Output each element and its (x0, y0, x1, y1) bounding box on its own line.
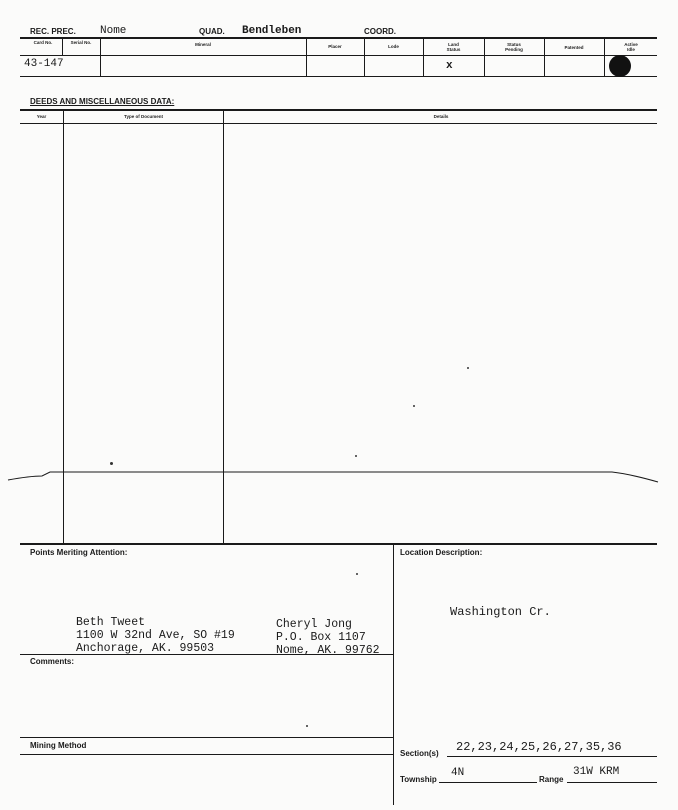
stray-mark (355, 455, 357, 457)
stray-mark (306, 725, 308, 727)
active-idle-header: Active Idle (624, 42, 638, 52)
land-status-header: Land Status (446, 42, 461, 52)
col-divider (484, 39, 485, 76)
fold-crease-line (0, 462, 678, 492)
col-divider (100, 39, 101, 76)
owner1-city: Anchorage, AK. 99503 (76, 642, 215, 655)
col-divider (423, 39, 424, 76)
range-underline (567, 782, 657, 783)
comments-label: Comments: (30, 657, 75, 666)
claim-bottom-rule (20, 76, 657, 77)
col-divider (544, 39, 545, 76)
deeds-header-rule (20, 123, 657, 124)
card-no-value: 43-147 (24, 58, 64, 70)
quad-label: QUAD. (199, 27, 225, 36)
range-value: 31W KRM (573, 766, 620, 778)
quad-value: Bendleben (242, 25, 302, 37)
location-description-label: Location Description: (400, 548, 483, 557)
col-divider (306, 39, 307, 76)
serial-no-header: Serial No. (70, 40, 92, 45)
deeds-title: DEEDS AND MISCELLANEOUS DATA: (30, 97, 175, 106)
owner1-name: Beth Tweet (76, 616, 146, 629)
location-description-value: Washington Cr. (450, 605, 551, 619)
bottom-col-divider (393, 543, 394, 805)
township-underline (439, 782, 537, 783)
patented-header: Patented (564, 45, 584, 50)
mining-top-rule (20, 737, 393, 738)
owner2-city: Nome, AK. 99762 (276, 644, 380, 657)
owner2-address (276, 618, 380, 657)
mineral-header: Mineral (195, 42, 211, 47)
col-divider (364, 39, 365, 76)
mining-bottom-rule (20, 754, 393, 755)
land-status-mark: x (446, 60, 453, 72)
year-header: Year (36, 114, 47, 119)
section-underline (447, 756, 657, 757)
mining-method-label: Mining Method (30, 741, 87, 750)
col-divider (62, 39, 63, 55)
rec-prec-label: REC. PREC. (30, 27, 76, 36)
stray-mark (413, 405, 415, 407)
comments-rule (20, 654, 393, 655)
header-rule (20, 37, 657, 39)
stray-mark (356, 573, 358, 575)
details-header: Details (433, 114, 449, 119)
placer-header: Placer (328, 44, 342, 49)
card-no-header: Card No. (33, 40, 53, 45)
coord-label: COORD. (364, 27, 396, 36)
type-of-document-header: Type of Document (124, 114, 163, 119)
owner1-street: 1100 W 32nd Ave, SO #19 (76, 629, 235, 642)
deeds-top-rule (20, 109, 657, 111)
owner1-address (76, 616, 235, 655)
township-label: Township (400, 775, 437, 784)
deeds-bottom-rule (20, 543, 657, 545)
claim-row-rule (20, 55, 657, 56)
range-label: Range (539, 775, 564, 784)
rec-prec-value: Nome (100, 25, 127, 37)
lode-header: Lode (388, 44, 399, 49)
township-value: 4N (451, 767, 465, 779)
col-divider (604, 39, 605, 76)
section-label: Section(s) (400, 749, 439, 758)
active-idle-dot-icon (609, 55, 631, 77)
owner2-street: P.O. Box 1107 (276, 631, 366, 644)
stray-mark (467, 367, 469, 369)
section-value: 22,23,24,25,26,27,35,36 (456, 740, 622, 754)
points-label: Points Meriting Attention: (30, 548, 128, 557)
owner2-name: Cheryl Jong (276, 618, 352, 631)
status-pending-header: Status Pending (505, 42, 523, 52)
